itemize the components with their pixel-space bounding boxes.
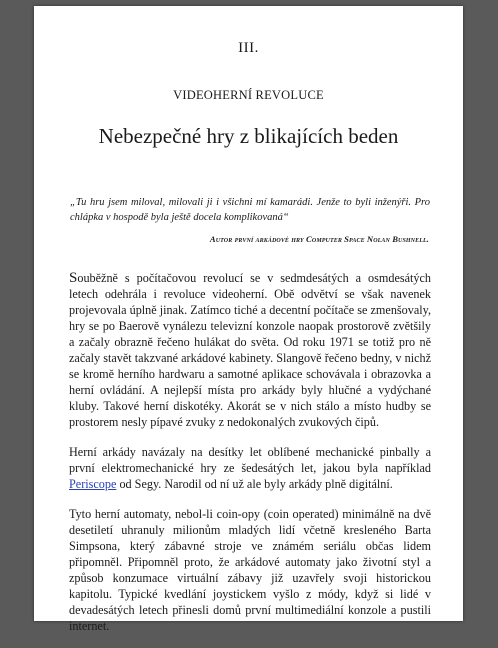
periscope-link[interactable]: Periscope — [69, 477, 117, 491]
chapter-title: Nebezpečné hry z blikajících beden — [98, 124, 399, 148]
paragraph-3: Tyto herní automaty, nebol-li coin-opy (coin operated) minimálně na dvě desetiletí uhranuly milionům mladých lidí včetně kresleného Barta Simpsona, který zábavné stroje ve známém seriálu občas lidem připomněl. Připomněl proto, že arkádové automaty jako životní styl a způsob konzumace virtuální zábavy již uzavřely svoji historickou kapitolu. Typické kvedlání joystickem vyšlo z módy, když si lidé v devadesátých letech přinesli domů první multimediální konzole a pustili internet. — [69, 507, 431, 633]
paragraph-2-text-end: od Segy. Narodil od ní už ale byly arkády plně digitální. — [116, 477, 393, 491]
epigraph-quote: „Tu hru jsem miloval, milovali ji i všichni mí kamarádi. Jenže to byli inženýři. Pro chlápka v hospodě byla ještě docela komplikovaná“ — [70, 197, 430, 223]
epigraph-attribution — [210, 234, 429, 244]
chapter-number: III. — [238, 40, 259, 56]
paragraph-2 — [69, 444, 431, 492]
attribution-text: Autor první arkádové hry Computer Space Nolan Bushnell. — [209, 234, 429, 244]
document-page — [34, 6, 463, 633]
drop-cap-letter: S — [69, 270, 78, 286]
body-text — [69, 270, 431, 648]
section-heading: VIDEOHERNÍ REVOLUCE — [173, 88, 324, 102]
paragraph-2-text-start: Herní arkády navázaly na desítky let oblíbené mechanické pinbally a první elektromechanické hry ze šedesátých let, jakou byla například — [69, 445, 431, 475]
paragraph-1-text: ouběžně s počítačovou revolucí se v sedmdesátých a osmdesátých letech odehrála i revoluce videoherní. Obě odvětví se však navenek projevovala úplně jinak. Zatímco tiché a decentní počítače se zmenšovaly, hry se po Baerově vynálezu televizní konzole naopak prostorově zvětšily a začaly obrazně řečeno hulákat do světa. Od roku 1971 se totiž pro ně začaly stavět takzvané arkádové kabinety. Slangově řečeno bedny, v nichž se kromě herního hardwaru a samotné aplikace schovávala i obrazovka a herní ovládání. A nejlepší místa pro arkády byly hlučné a vydýchané kluby. Takové herní diskotéky. Akorát se v nich stálo a místo hudby se prostorem nesly pípavé zvuky z nedokonalých zvukových čipů. — [69, 271, 431, 429]
paragraph-1 — [69, 270, 431, 430]
